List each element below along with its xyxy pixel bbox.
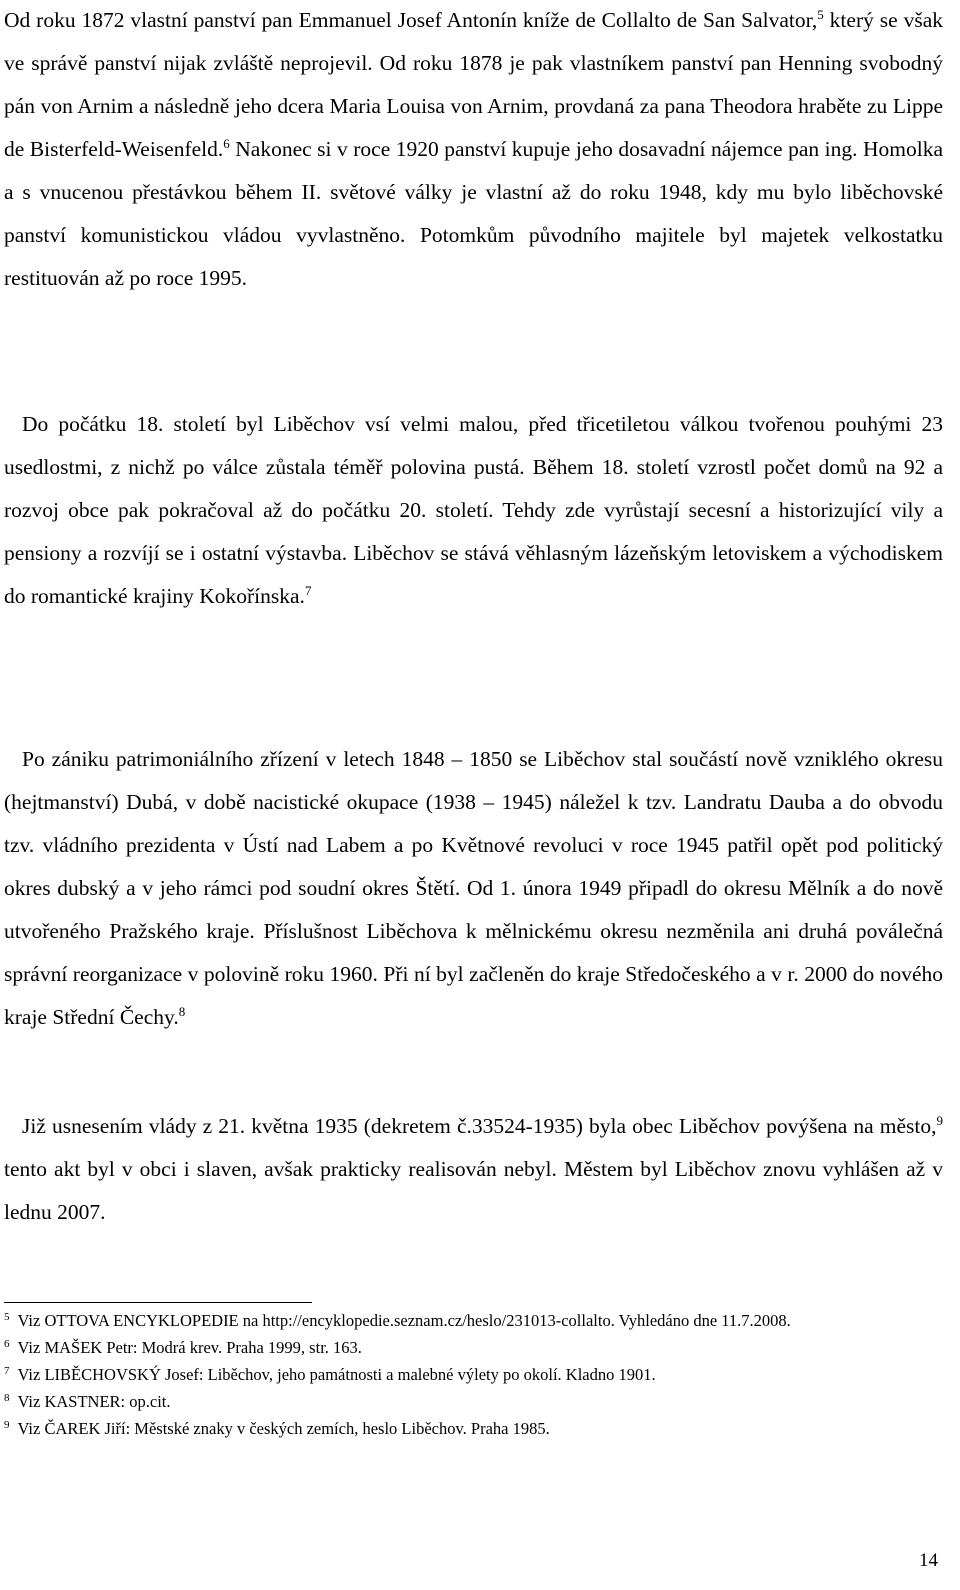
paragraph-3	[4, 738, 943, 1039]
paragraph-4	[4, 1105, 943, 1234]
paragraph-text: Po zániku patrimoniálního zřízení v letech 1848 – 1850 se Liběchov stal součástí nově vzniklého okresu (hejtmanství) Dubá, v době nacistické okupace (1938 – 1945) náležel k tzv. Landratu Dauba a do obvodu tzv. vládního prezidenta v Ústí nad Labem a po Květnové revoluci v roce 1945 patřil opět pod politický okres dubský a v jeho rámci pod soudní okres Štětí. Od 1. února 1949 připadl do okresu Mělník a do nově utvořeného Pražského kraje. Příslušnost Liběchova k mělnickému okresu nezměnila ani druhá poválečná správní reorganizace v polovině roku 1960. Při ní byl začleněn do kraje Středočeského a v r. 2000 do nového kraje Střední Čechy.	[4, 747, 943, 1029]
footnote-ref: 7	[304, 582, 312, 598]
paragraph-text: Do počátku 18. století byl Liběchov vsí velmi malou, před třicetiletou válkou tvořenou pouhými 23 usedlostmi, z nichž po válce zůstala téměř polovina pustá. Během 18. století vzrostl počet domů na 92 a rozvoj obce pak pokračoval až do počátku 20. století. Tehdy zde vyrůstají secesní a historizující vily a pensiony a rozvíjí se i ostatní výstavba. Liběchov se stává věhlasným lázeňským letoviskem a východiskem do romantické krajiny Kokořínska.	[4, 412, 943, 608]
footnote-text: Viz ČAREK Jiří: Městské znaky v českých zemích, heslo Liběchov. Praha 1985.	[17, 1419, 550, 1438]
footnote-5	[4, 1310, 943, 1332]
paragraph-2	[4, 403, 943, 618]
footnote-number: 5	[4, 1310, 10, 1323]
footnote-8	[4, 1391, 943, 1413]
footnote-number: 8	[4, 1391, 10, 1404]
paragraph-text: který se však ve správě panství nijak zvláště neprojevil. Od roku 1878 je pak vlastníkem panství pan Henning svobodný pán von Arnim a následně jeho dcera Maria Louisa von Arnim, provdaná za pana Theodora hraběte zu Lippe de Bisterfeld-Weisenfeld.	[4, 8, 943, 161]
page-number: 14	[919, 1550, 938, 1571]
paragraph-text: Nakonec si v roce 1920 panství kupuje jeho dosavadní nájemce pan ing. Homolka a s vnucenou přestávkou během II. světové války je vlastní až do roku 1948, kdy mu bylo liběchovské panství komunistickou vládou vyvlastněno. Potomkům původního majitele byl majetek velkostatku restituován až po roce 1995.	[4, 137, 943, 290]
footnote-ref: 9	[936, 1112, 943, 1128]
footnote-9	[4, 1418, 943, 1440]
footnote-number: 7	[4, 1364, 10, 1377]
footnote-text: Viz KASTNER: op.cit.	[17, 1392, 171, 1411]
footnotes	[4, 1310, 943, 1445]
footnote-6	[4, 1337, 943, 1359]
footnote-7	[4, 1364, 943, 1386]
footnote-ref: 5	[817, 6, 824, 22]
footnote-number: 9	[4, 1418, 10, 1431]
footnote-separator	[4, 1302, 312, 1303]
footnote-text: Viz OTTOVA ENCYKLOPEDIE na http://encyklopedie.seznam.cz/heslo/231013-collalto. Vyhledáno dne 11.7.2008.	[17, 1311, 791, 1330]
footnote-ref: 8	[178, 1003, 186, 1019]
footnote-text: Viz LIBĚCHOVSKÝ Josef: Liběchov, jeho památnosti a malebné výlety po okolí. Kladno 1901.	[17, 1365, 656, 1384]
paragraph-text: Od roku 1872 vlastní panství pan Emmanuel Josef Antonín kníže de Collalto de San Salvator,	[4, 8, 818, 32]
paragraph-1	[4, 0, 943, 300]
footnote-ref: 6	[223, 135, 230, 151]
paragraph-text: Již usnesením vlády z 21. května 1935 (dekretem č.33524-1935) byla obec Liběchov povýšena na město,	[22, 1114, 937, 1138]
footnote-text: Viz MAŠEK Petr: Modrá krev. Praha 1999, str. 163.	[17, 1338, 362, 1357]
footnote-number: 6	[4, 1337, 10, 1350]
paragraph-text: tento akt byl v obci i slaven, avšak prakticky realisován nebyl. Městem byl Liběchov znovu vyhlášen až v lednu 2007.	[4, 1157, 943, 1224]
